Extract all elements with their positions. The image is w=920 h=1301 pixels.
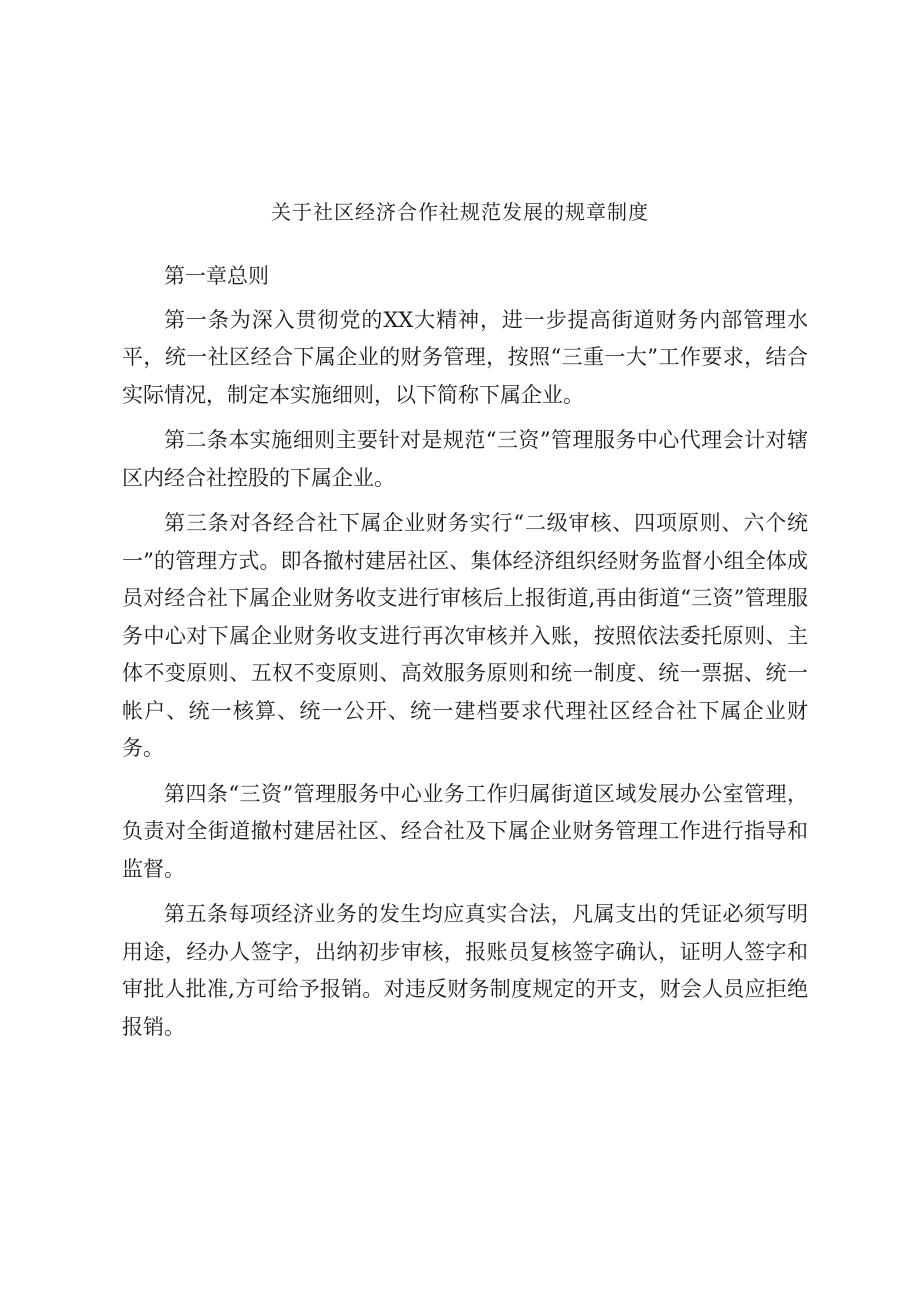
article-paragraph: 第三条对各经合社下属企业财务实行“二级审核、四项原则、六个统一”的管理方式。即各撤村建居社区、集体经济组织经财务监督小组全体成员对经合社下属企业财务收支进行审核后上报街道,再由街道“三资”管理服务中心对下属企业财务收支进行再次审核并入账，按照依法委托原则、主体不变原则、五权不变原则、高效服务原则和统一制度、统一票据、统一帐户、统一核算、统一公开、统一建档要求代理社区经合社下属企业财务。 xyxy=(122,511,808,760)
article-paragraph: 第二条本实施细则主要针对是规范“三资”管理服务中心代理会计对辖区内经合社控股的下属企业。 xyxy=(122,428,808,490)
chapter-heading: 第一章总则 xyxy=(164,264,269,288)
document-body xyxy=(122,258,808,1054)
article-paragraph: 第五条每项经济业务的发生均应真实合法，凡属支出的凭证必须写明用途，经办人签字，出纳初步审核，报账员复核签字确认，证明人签字和审批人批准,方可给予报销。对违反财务制度规定的开支，财会人员应拒绝报销。 xyxy=(122,902,808,1039)
document-title: 关于社区经济合作社规范发展的规章制度 xyxy=(271,200,649,224)
article-paragraph: 第四条“三资”管理服务中心业务工作归属街道区域发展办公室管理，负责对全街道撤村建居社区、经合社及下属企业财务管理工作进行指导和监督。 xyxy=(122,781,808,881)
article-paragraph: 第一条为深入贯彻党的XX大精神，进一步提高街道财务内部管理水平，统一社区经合下属企业的财务管理，按照“三重一大”工作要求，结合实际情况，制定本实施细则，以下简称下属企业。 xyxy=(122,307,808,407)
